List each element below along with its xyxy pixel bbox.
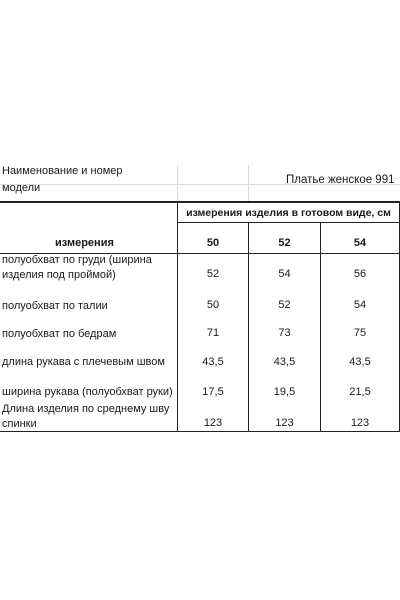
table-cell: 123 <box>275 417 294 429</box>
table-cell: 17,5 <box>202 386 224 398</box>
table-cell: 123 <box>350 417 370 429</box>
row-label: полуобхват по талии <box>2 300 108 312</box>
row-label: ширина рукава (полуобхват руки) <box>2 386 173 398</box>
table-cell: 43,5 <box>349 356 371 368</box>
table-cell: 52 <box>206 268 220 280</box>
size-header: 52 <box>278 237 291 249</box>
table-cell: 43,5 <box>202 356 224 368</box>
grid-line <box>177 165 178 201</box>
size-header: 50 <box>206 237 220 249</box>
table-cell: 54 <box>353 299 367 311</box>
table-cell: 19,5 <box>273 386 296 398</box>
table-top-border <box>0 201 400 203</box>
model-title: Платье женское 991 <box>286 174 395 186</box>
table-cell: 71 <box>206 327 220 339</box>
row-label: Длина изделия по среднему шву <box>2 403 170 415</box>
row-label-cont: изделия под проймой) <box>2 269 116 281</box>
table-cell: 56 <box>353 268 367 280</box>
row-label: длина рукава с плечевым швом <box>2 356 165 368</box>
table-cell: 21,5 <box>349 386 371 398</box>
row-label: полуобхват по груди (ширина <box>2 254 152 266</box>
table-bottom-border <box>0 431 400 432</box>
row-label-cont: спинки <box>2 418 37 430</box>
model-name-label-cont: модели <box>2 182 41 194</box>
table-cell: 123 <box>203 417 223 429</box>
row-label: полуобхват по бедрам <box>2 328 117 340</box>
group-header: измерения изделия в готовом виде, см <box>186 207 391 219</box>
group-header-border <box>177 222 400 223</box>
table-cell: 52 <box>278 299 291 311</box>
model-name-label: Наименование и номер <box>2 165 123 177</box>
table-cell: 75 <box>353 327 367 339</box>
row-header: измерения <box>55 237 114 249</box>
grid-line <box>248 165 249 201</box>
size-header: 54 <box>353 237 367 249</box>
table-cell: 54 <box>278 268 291 280</box>
table-cell: 50 <box>206 299 220 311</box>
table-cell: 73 <box>278 327 291 339</box>
table-cell: 43,5 <box>273 356 296 368</box>
